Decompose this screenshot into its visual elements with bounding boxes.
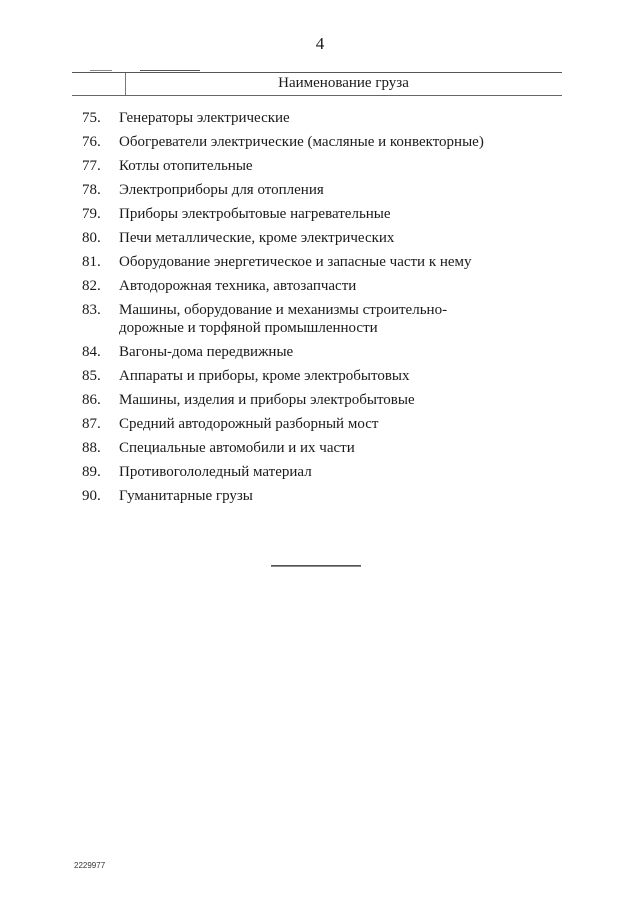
- item-text: Котлы отопительные: [119, 158, 253, 174]
- list-item: [82, 109, 552, 127]
- item-text: Автодорожная техника, автозапчасти: [119, 278, 357, 294]
- item-number: 85.: [82, 368, 101, 384]
- list-item: [82, 367, 552, 385]
- list-item: [82, 487, 552, 505]
- item-number: 82.: [82, 278, 101, 294]
- list-item: [82, 205, 552, 223]
- list-item: [82, 133, 552, 151]
- list-item: [82, 277, 552, 295]
- item-text: Гуманитарные грузы: [119, 488, 253, 504]
- closing-rule: [271, 565, 361, 567]
- item-text: Электроприборы для отопления: [119, 182, 324, 198]
- item-number: 88.: [82, 440, 101, 456]
- item-number: 86.: [82, 392, 101, 408]
- table-header-title: Наименование груза: [278, 75, 409, 91]
- item-number: 90.: [82, 488, 101, 504]
- list-item: [82, 229, 552, 247]
- item-number: 80.: [82, 230, 101, 246]
- list-item: [82, 253, 552, 271]
- item-number: 83.: [82, 302, 101, 318]
- scan-artifact: [90, 70, 112, 71]
- item-text: Приборы электробытовые нагревательные: [119, 206, 391, 222]
- item-text: Оборудование энергетическое и запасные части к нему: [119, 254, 472, 270]
- list-item: [82, 391, 552, 409]
- item-number: 76.: [82, 134, 101, 150]
- item-text: Средний автодорожный разборный мост: [119, 416, 379, 432]
- list-item: [82, 157, 552, 175]
- item-text: Обогреватели электрические (масляные и конвекторные): [119, 134, 484, 150]
- item-number: 79.: [82, 206, 101, 222]
- item-text: Аппараты и приборы, кроме электробытовых: [119, 368, 410, 384]
- item-number: 75.: [82, 110, 101, 126]
- list-item: [82, 181, 552, 199]
- item-number: 84.: [82, 344, 101, 360]
- item-number: 78.: [82, 182, 101, 198]
- item-text: Вагоны-дома передвижные: [119, 344, 294, 360]
- page-number: 4: [315, 34, 325, 53]
- list-item: [82, 343, 552, 361]
- item-number: 87.: [82, 416, 101, 432]
- item-text: Машины, оборудование и механизмы строительно-дорожные и торфяной промышленности: [119, 302, 448, 336]
- item-text: Печи металлические, кроме электрических: [119, 230, 395, 246]
- item-text: Противогололедный материал: [119, 464, 312, 480]
- list-item: [82, 415, 552, 433]
- cargo-list: [82, 109, 552, 511]
- document-code: 2229977: [74, 861, 106, 870]
- item-text: Специальные автомобили и их части: [119, 440, 355, 456]
- list-item: [82, 463, 552, 481]
- item-text: Машины, изделия и приборы электробытовые: [119, 392, 415, 408]
- table-header: [72, 72, 562, 96]
- scan-artifact: [140, 70, 200, 71]
- item-text: Генераторы электрические: [119, 110, 290, 126]
- item-number: 77.: [82, 158, 101, 174]
- item-number: 81.: [82, 254, 101, 270]
- list-item: [82, 301, 482, 337]
- list-item: [82, 439, 552, 457]
- item-number: 89.: [82, 464, 101, 480]
